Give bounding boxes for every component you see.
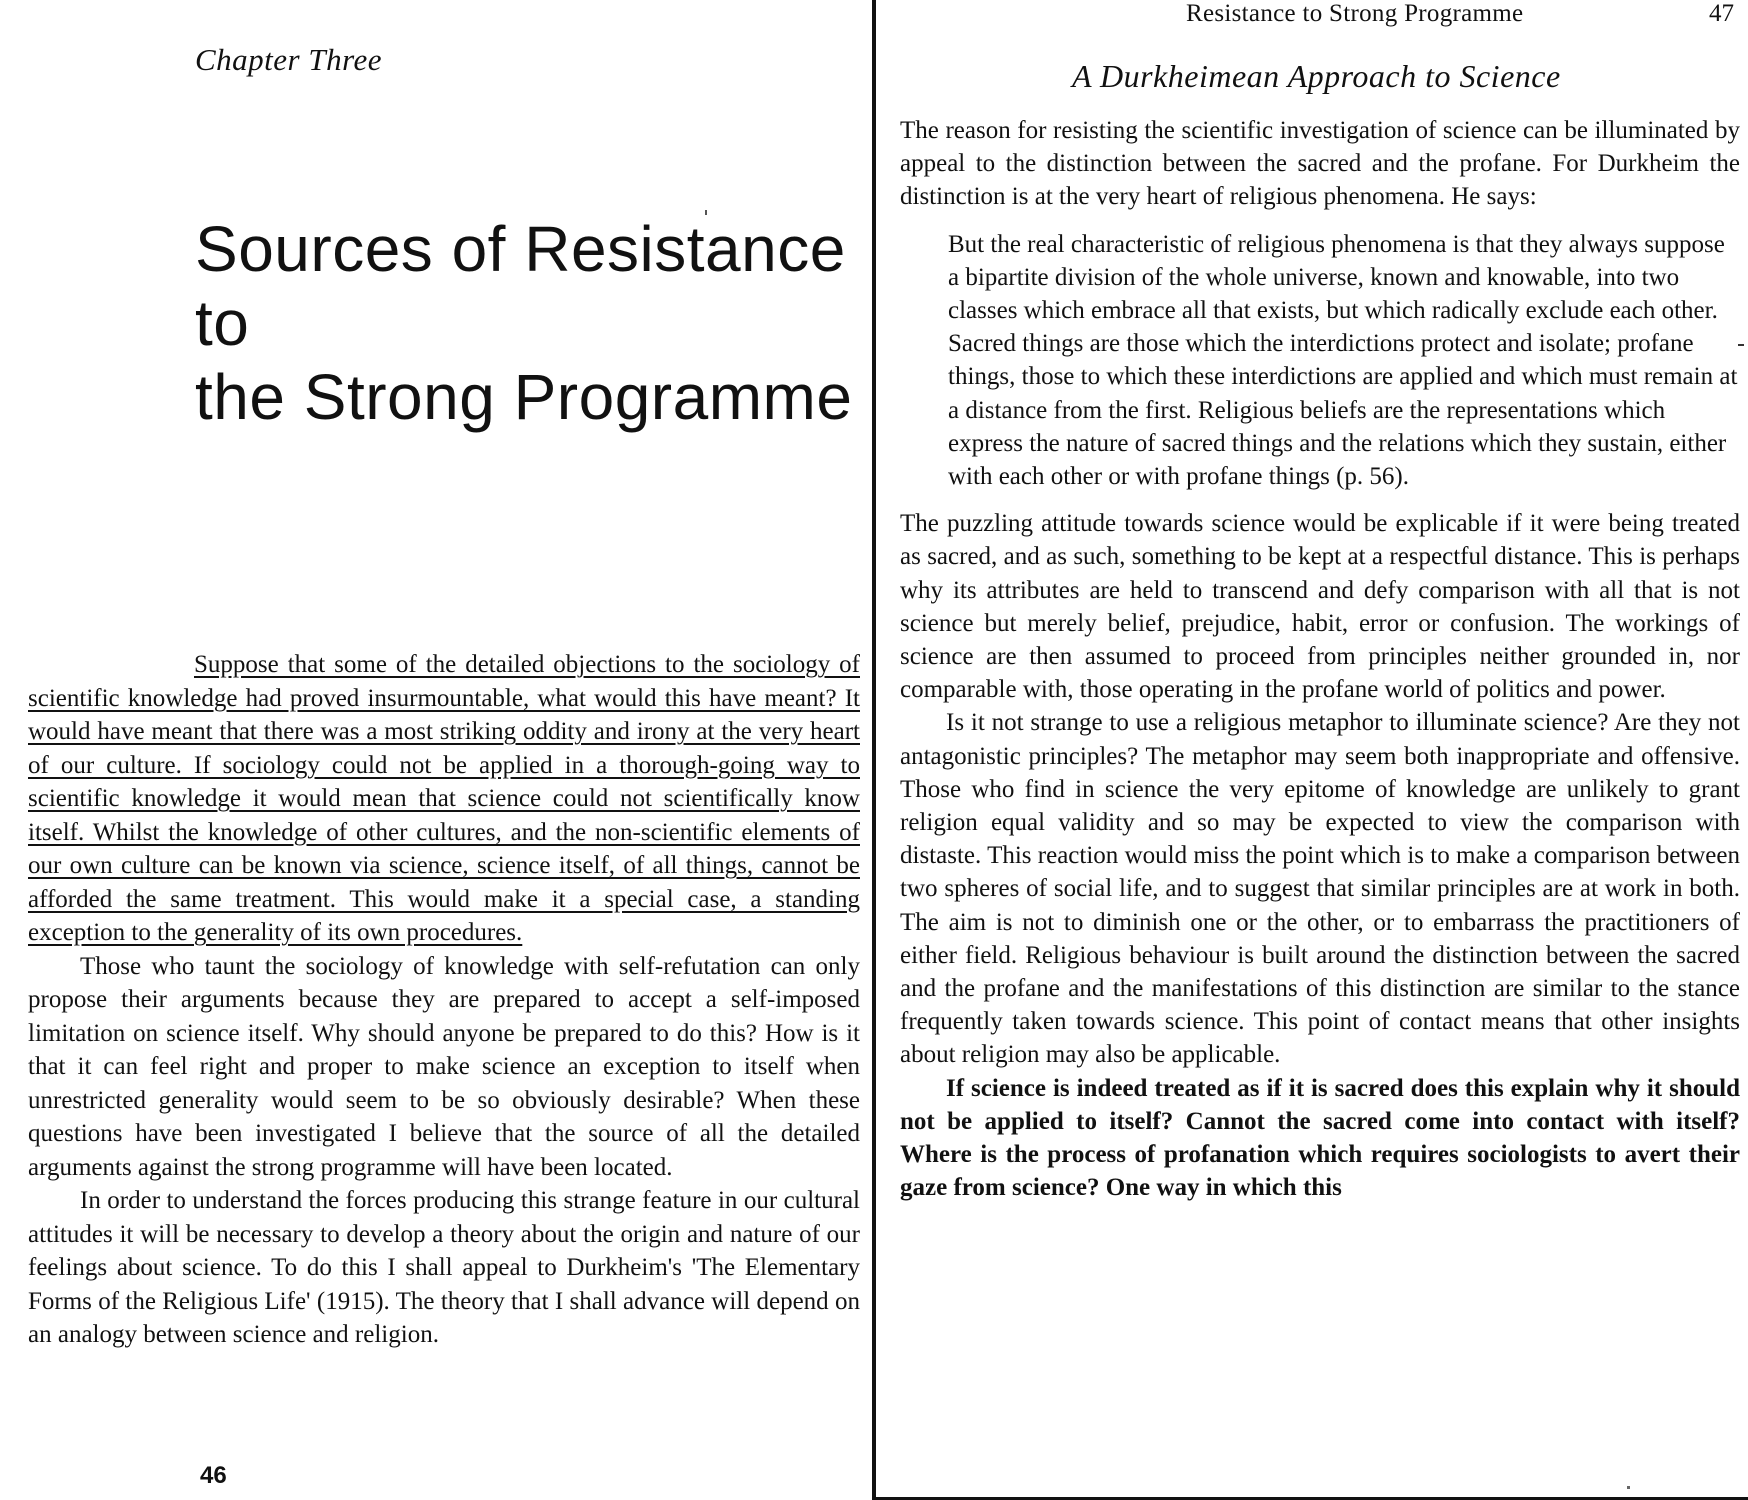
paragraph-durkheim-intro: In order to understand the forces producing this strange feature in our cultural attitudes it will be necessary to develop a theory about the origin and nature of our feelings about science. To do this I shall appeal to Durkheim's 'The Elementary Forms of the Religious Life' (1915). The theory that I shall advance will depend on an analogy between science and religion. [28, 1187, 860, 1348]
chapter-label: Chapter Three [195, 42, 383, 77]
chapter-title-line-2: the Strong Programme [195, 361, 853, 433]
running-head: Resistance to Strong Programme [1186, 0, 1524, 27]
paragraph-self-refutation: Those who taunt the sociology of knowledge with self-refutation can only propose their arguments because they are prepared to accept a self-imposed limitation on science itself. Why should anyone be prepared to do this? How is it that it can feel right and proper to make science an exception to itself when unrestricted generality would seem to be so obviously desirable? When these questions have been investigated I believe that the source of all the detailed arguments against the strong programme will have been located. [28, 952, 860, 1181]
page-number-right: 47 [1709, 0, 1734, 27]
paragraph-profanation: If science is indeed treated as if it is sacred does this explain why it should not be applied to itself? Cannot the sacred come into contact with itself? Where is the process of profanation which requires sociologists to avert their gaze from science? One way in which this [900, 1074, 1740, 1202]
chapter-title [195, 212, 855, 434]
paragraph-puzzling-attitude: The puzzling attitude towards science would be explicable if it were being treated as sacred, and as such, something to be kept at a respectful distance. This is perhaps why its attributes are held to transcend and defy comparison with all that is not science but merely belief, prejudice, habit, error or confusion. The workings of science are then assumed to proceed from principles neither grounded in, nor comparable with, those operating in the profane world of politics and power. [900, 510, 1740, 704]
chapter-title-line-1: Sources of Resistance to [195, 213, 846, 359]
paragraph-religious-metaphor: Is it not strange to use a religious metaphor to illuminate science? Are they not antagonistic principles? The metaphor may seem both inappropriate and offensive. Those who find in science the very epitome of knowledge are unlikely to grant religion equal validity and so may be expected to view the comparison with distaste. This reaction would miss the point which is to make a comparison between two spheres of social life, and to suggest that similar principles are at work in both. The aim is not to diminish one or the other, or to embarrass the practitioners of either field. Religious behaviour is built around the distinction between the sacred and the profane and the manifestations of this distinction are similar to the stance frequently taken towards science. This point of contact means that other insights about religion may also be applicable. [900, 709, 1740, 1069]
ink-speck-right [1627, 1486, 1630, 1489]
page-number-left: 46 [200, 1462, 227, 1489]
right-body-text [900, 114, 1740, 1205]
right-page [876, 0, 1748, 1500]
section-title: A Durkheimean Approach to Science [1072, 58, 1561, 94]
left-body-text [28, 648, 860, 1352]
block-quote-durkheim: But the real characteristic of religious phenomena is that they always suppose a bipartite division of the whole universe, known and knowable, into two classes which embrace all that exists, but which radically exclude each other. Sacred things are those which the interdictions protect and isolate; profane things, those to which these interdictions are applied and which must remain at a distance from the first. Religious beliefs are the representations which express the nature of sacred things and the relations which they sustain, either with each other or with profane things (p. 56). [948, 230, 1738, 491]
paragraph-underlined-opening: Suppose that some of the detailed objections to the sociology of scientific knowledge had proved insurmountable, what would this have meant? It would have meant that there was a most striking oddity and irony at the very heart of our culture. If sociology could not be applied in a thorough-going way to scientific knowledge it would mean that science could not scientifically know itself. Whilst the knowledge of other cultures, and the non-scientific elements of our own culture can be known via science, science itself, of all things, cannot be afforded the same treatment. This would make it a special case, a standing exception to the generality of its own procedures. [28, 651, 860, 946]
paragraph-sacred-profane: The reason for resisting the scientific investigation of science can be illuminated by appeal to the distinction between the sacred and the profane. For Durkheim the distinction is at the very heart of religious phenomena. He says: [900, 117, 1740, 211]
